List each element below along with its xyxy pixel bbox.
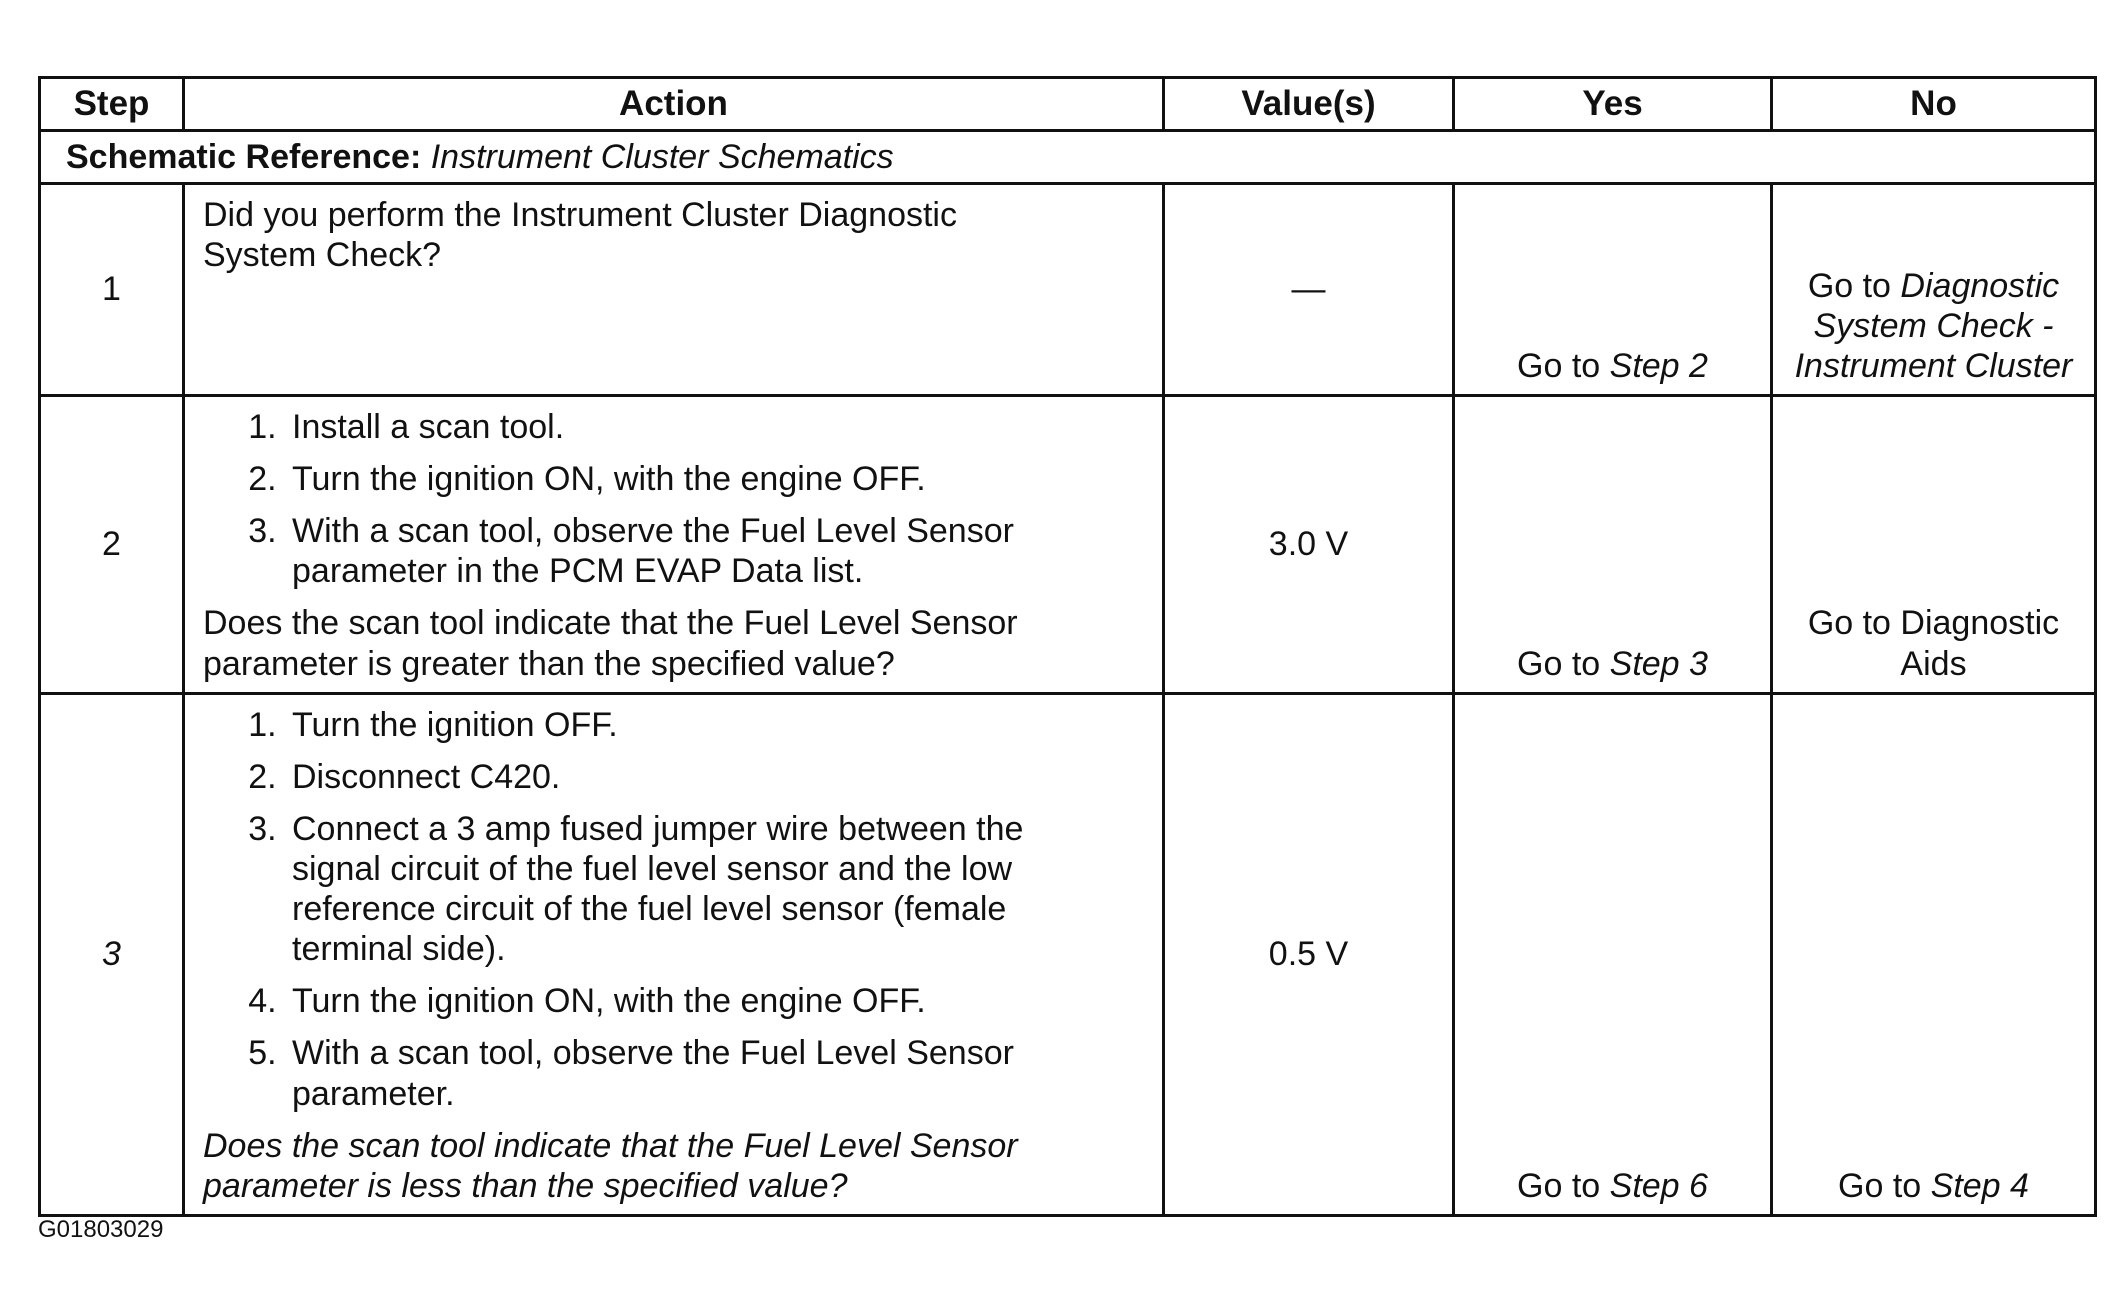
step-number: 1 — [40, 184, 184, 396]
schematic-reference-cell — [40, 131, 2096, 184]
no-link[interactable]: Go to Diagnostic Aids — [1807, 604, 2060, 683]
schematic-reference-row — [40, 131, 2096, 184]
no-cell — [1772, 184, 2096, 396]
table-row-step-1 — [40, 184, 2096, 396]
table-row-step-3 — [40, 693, 2096, 1215]
figure-id: G01803029 — [38, 1216, 164, 1243]
list-item: 1. Turn the ignition OFF. — [286, 705, 1148, 745]
action-list — [203, 407, 1148, 591]
no-cell — [1772, 396, 2096, 694]
value-cell: 3.0 V — [1164, 396, 1454, 694]
list-item: 5. With a scan tool, observe the Fuel Level Sensor parameter. — [286, 1033, 1072, 1113]
value-cell: — — [1164, 184, 1454, 396]
action-list — [203, 705, 1148, 1114]
action-cell — [184, 396, 1164, 694]
no-link[interactable]: Diagnostic System Check - Instrument Cluster — [1794, 266, 2073, 385]
header-values: Value(s) — [1164, 78, 1454, 131]
step-number: 2 — [40, 396, 184, 694]
yes-prefix: Go to — [1517, 644, 1610, 683]
yes-cell — [1454, 396, 1772, 694]
yes-link[interactable]: Step 2 — [1609, 346, 1708, 385]
header-step: Step — [40, 78, 184, 131]
header-row — [40, 78, 2096, 131]
question-text: Does the scan tool indicate that the Fuel Level Sensor parameter is less than the specified value? — [203, 1126, 1018, 1205]
list-item: 3. Connect a 3 amp fused jumper wire between the signal circuit of the fuel level sensor and the low reference circuit of the fuel level sensor (female terminal side). — [286, 809, 1082, 969]
schematic-reference-label: Schematic Reference: — [66, 137, 422, 176]
list-item: 3. With a scan tool, observe the Fuel Level Sensor parameter in the PCM EVAP Data list. — [286, 511, 1072, 591]
step-number: 3 — [40, 693, 184, 1215]
yes-cell — [1454, 693, 1772, 1215]
list-item: 2. Turn the ignition ON, with the engine OFF. — [286, 459, 1148, 499]
no-prefix: Go to — [1807, 266, 1901, 305]
header-action: Action — [184, 78, 1164, 131]
action-cell — [184, 184, 1164, 396]
list-item: 2. Disconnect C420. — [286, 757, 1148, 797]
value-cell: 0.5 V — [1164, 693, 1454, 1215]
yes-link[interactable]: Step 3 — [1609, 644, 1708, 683]
no-cell — [1772, 693, 2096, 1215]
no-link[interactable]: Step 4 — [1930, 1166, 2029, 1205]
action-cell — [184, 693, 1164, 1215]
list-item: 4. Turn the ignition ON, with the engine OFF. — [286, 981, 1148, 1021]
action-text: Did you perform the Instrument Cluster Diagnostic System Check? — [203, 196, 957, 275]
question-text: Does the scan tool indicate that the Fuel Level Sensor parameter is greater than the specified value? — [203, 604, 1018, 683]
schematic-reference-link[interactable]: Instrument Cluster Schematics — [430, 137, 894, 176]
yes-prefix: Go to — [1517, 1166, 1610, 1205]
yes-link[interactable]: Step 6 — [1609, 1166, 1708, 1205]
table-row-step-2 — [40, 396, 2096, 694]
yes-cell — [1454, 184, 1772, 396]
yes-prefix: Go to — [1517, 346, 1610, 385]
no-prefix: Go to — [1838, 1166, 1931, 1205]
list-item: 1. Install a scan tool. — [286, 407, 1148, 447]
header-no: No — [1772, 78, 2096, 131]
diagnostic-table — [38, 76, 2097, 1217]
header-yes: Yes — [1454, 78, 1772, 131]
